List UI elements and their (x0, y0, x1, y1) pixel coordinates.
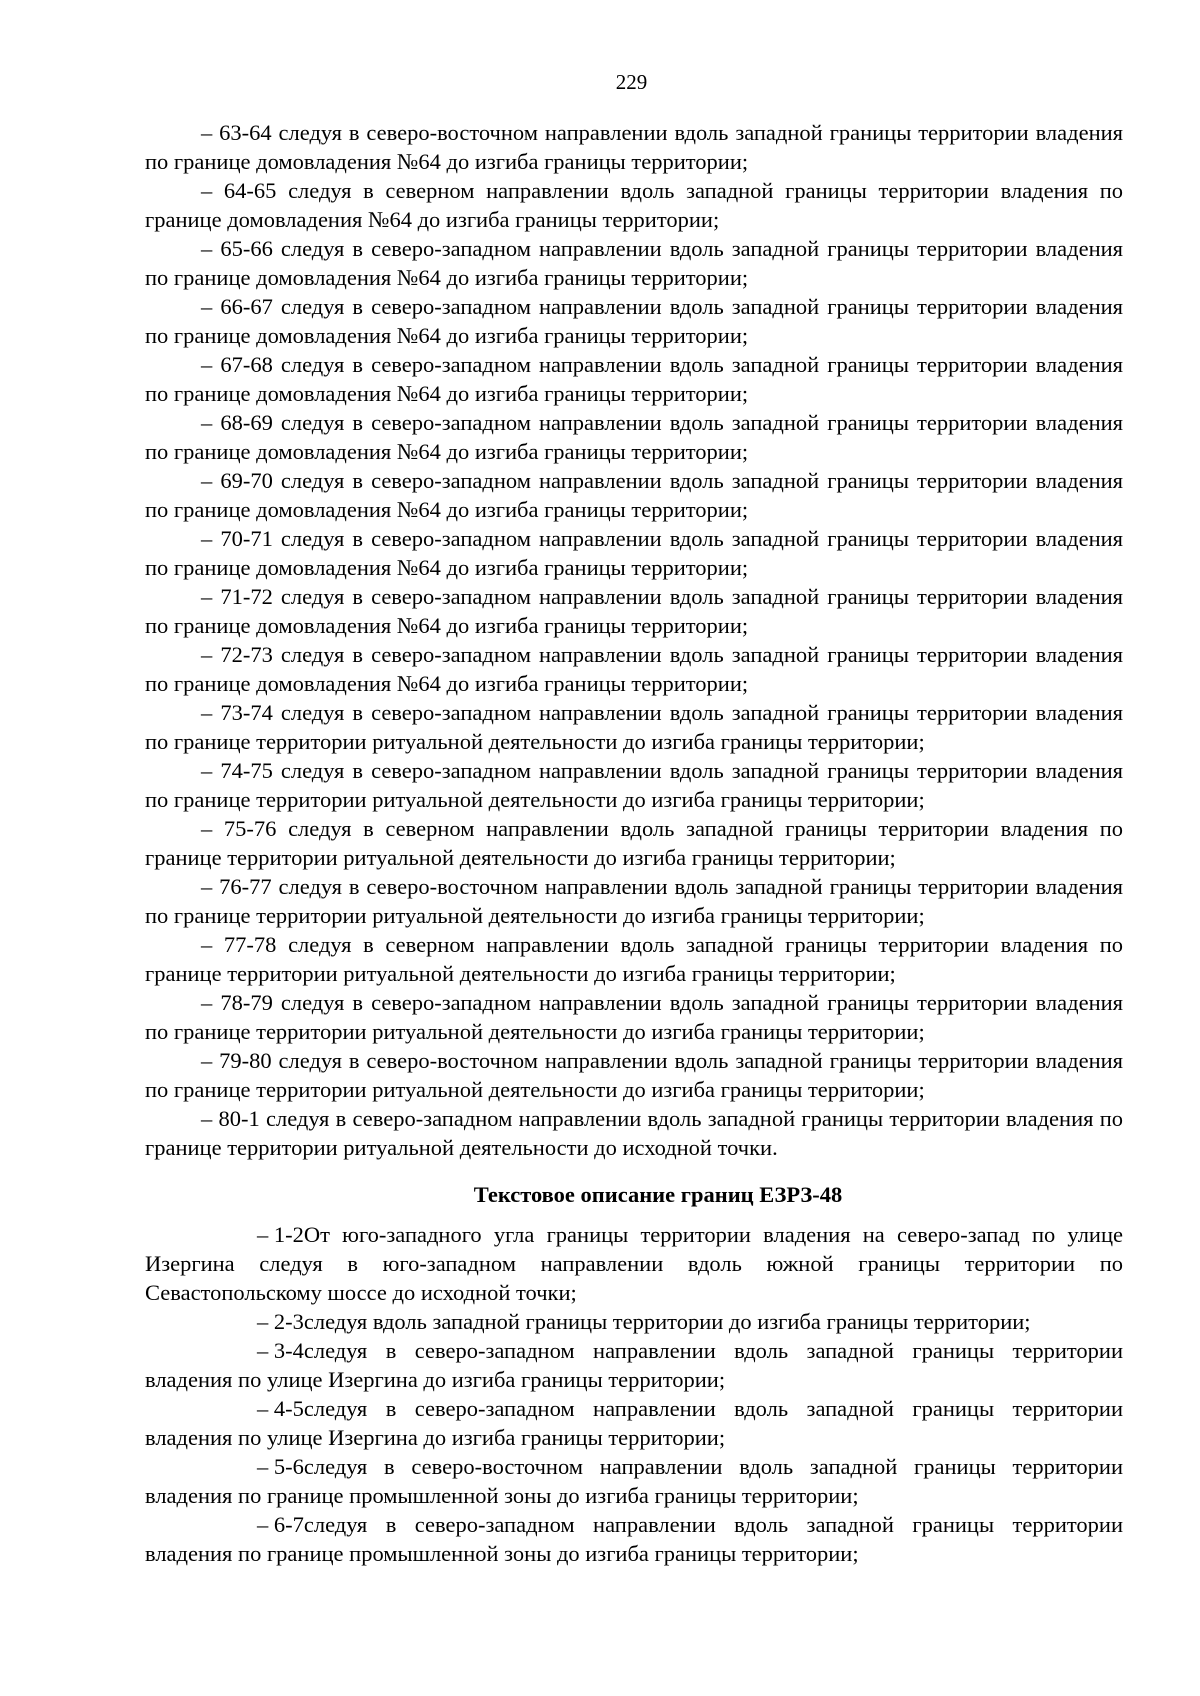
paragraph: – 63-64 следуя в северо-восточном направлении вдоль западной границы территории владения по границе домовладения №64 до изгиба границы территории; (145, 120, 1123, 174)
paragraph: – 64-65 следуя в северном направлении вдоль западной границы территории владения по границе домовладения №64 до изгиба границы территории; (145, 178, 1123, 232)
segment-number: – 4-5 (257, 1396, 304, 1421)
paragraph: – 72-73 следуя в северо-западном направлении вдоль западной границы территории владения по границе домовладения №64 до изгиба границы территории; (145, 642, 1123, 696)
segment-number: – 2-3 (257, 1309, 304, 1334)
segment-text: следуя в северо-западном направлении вдоль западной границы территории владения по границе промышленной зоны до изгиба границы территории; (145, 1512, 1123, 1566)
segment-number: – 6-7 (257, 1512, 304, 1537)
paragraph: – 67-68 следуя в северо-западном направлении вдоль западной границы территории владения по границе домовладения №64 до изгиба границы территории; (145, 352, 1123, 406)
section-heading: Текстовое описание границ ЕЗРЗ-48 (473, 1182, 843, 1207)
segment-number: – 3-4 (257, 1338, 304, 1363)
segment-text: следуя вдоль западной границы территории до изгиба границы территории; (303, 1309, 1031, 1334)
paragraph: – 70-71 следуя в северо-западном направлении вдоль западной границы территории владения по границе домовладения №64 до изгиба границы территории; (145, 526, 1123, 580)
segment-number: – 5-6 (257, 1454, 304, 1479)
segment-text: следуя в северо-восточном направлении вдоль западной границы территории владения по границе промышленной зоны до изгиба границы территории; (145, 1454, 1123, 1508)
paragraph: – 68-69 следуя в северо-западном направлении вдоль западной границы территории владения по границе домовладения №64 до изгиба границы территории; (145, 410, 1123, 464)
paragraph: – 78-79 следуя в северо-западном направлении вдоль западной границы территории владения по границе территории ритуальной деятельности до изгиба границы территории; (145, 990, 1123, 1044)
segment-number: – 1-2 (257, 1222, 304, 1247)
paragraph: – 71-72 следуя в северо-западном направлении вдоль западной границы территории владения по границе домовладения №64 до изгиба границы территории; (145, 584, 1123, 638)
section-1 (145, 118, 1123, 1162)
paragraph: – 77-78 следуя в северном направлении вдоль западной границы территории владения по границе территории ритуальной деятельности до изгиба границы территории; (145, 932, 1123, 986)
paragraph (145, 1220, 1123, 1307)
paragraph (145, 1394, 1123, 1452)
paragraph: – 69-70 следуя в северо-западном направлении вдоль западной границы территории владения по границе домовладения №64 до изгиба границы территории; (145, 468, 1123, 522)
page-number: 229 (615, 70, 648, 94)
paragraph: – 74-75 следуя в северо-западном направлении вдоль западной границы территории владения по границе территории ритуальной деятельности до изгиба границы территории; (145, 758, 1123, 812)
paragraph: – 73-74 следуя в северо-западном направлении вдоль западной границы территории владения по границе территории ритуальной деятельности до изгиба границы территории; (145, 700, 1123, 754)
paragraph: – 65-66 следуя в северо-западном направлении вдоль западной границы территории владения по границе домовладения №64 до изгиба границы территории; (145, 236, 1123, 290)
paragraph (145, 1307, 1123, 1336)
paragraph (145, 1452, 1123, 1510)
segment-text: следуя в северо-западном направлении вдоль западной границы территории владения по улице Изергина до изгиба границы территории; (145, 1396, 1123, 1450)
paragraph: – 76-77 следуя в северо-восточном направлении вдоль западной границы территории владения по границе территории ритуальной деятельности до изгиба границы территории; (145, 874, 1123, 928)
section-2 (145, 1220, 1123, 1568)
paragraph: – 79-80 следуя в северо-восточном направлении вдоль западной границы территории владения по границе территории ритуальной деятельности до изгиба границы территории; (145, 1048, 1123, 1102)
paragraph: – 66-67 следуя в северо-западном направлении вдоль западной границы территории владения по границе домовладения №64 до изгиба границы территории; (145, 294, 1123, 348)
paragraph: – 80-1 следуя в северо-западном направлении вдоль западной границы территории владения по границе территории ритуальной деятельности до исходной точки. (145, 1106, 1123, 1160)
paragraph (145, 1510, 1123, 1568)
paragraph (145, 1336, 1123, 1394)
document-body (145, 118, 1123, 1568)
paragraph: – 75-76 следуя в северном направлении вдоль западной границы территории владения по границе территории ритуальной деятельности до изгиба границы территории; (145, 816, 1123, 870)
segment-text: От юго-западного угла границы территории владения на северо-запад по улице Изергина следуя в юго-западном направлении вдоль южной границы территории по Севастопольскому шоссе до исходной точки; (145, 1222, 1123, 1305)
segment-text: следуя в северо-западном направлении вдоль западной границы территории владения по улице Изергина до изгиба границы территории; (145, 1338, 1123, 1392)
